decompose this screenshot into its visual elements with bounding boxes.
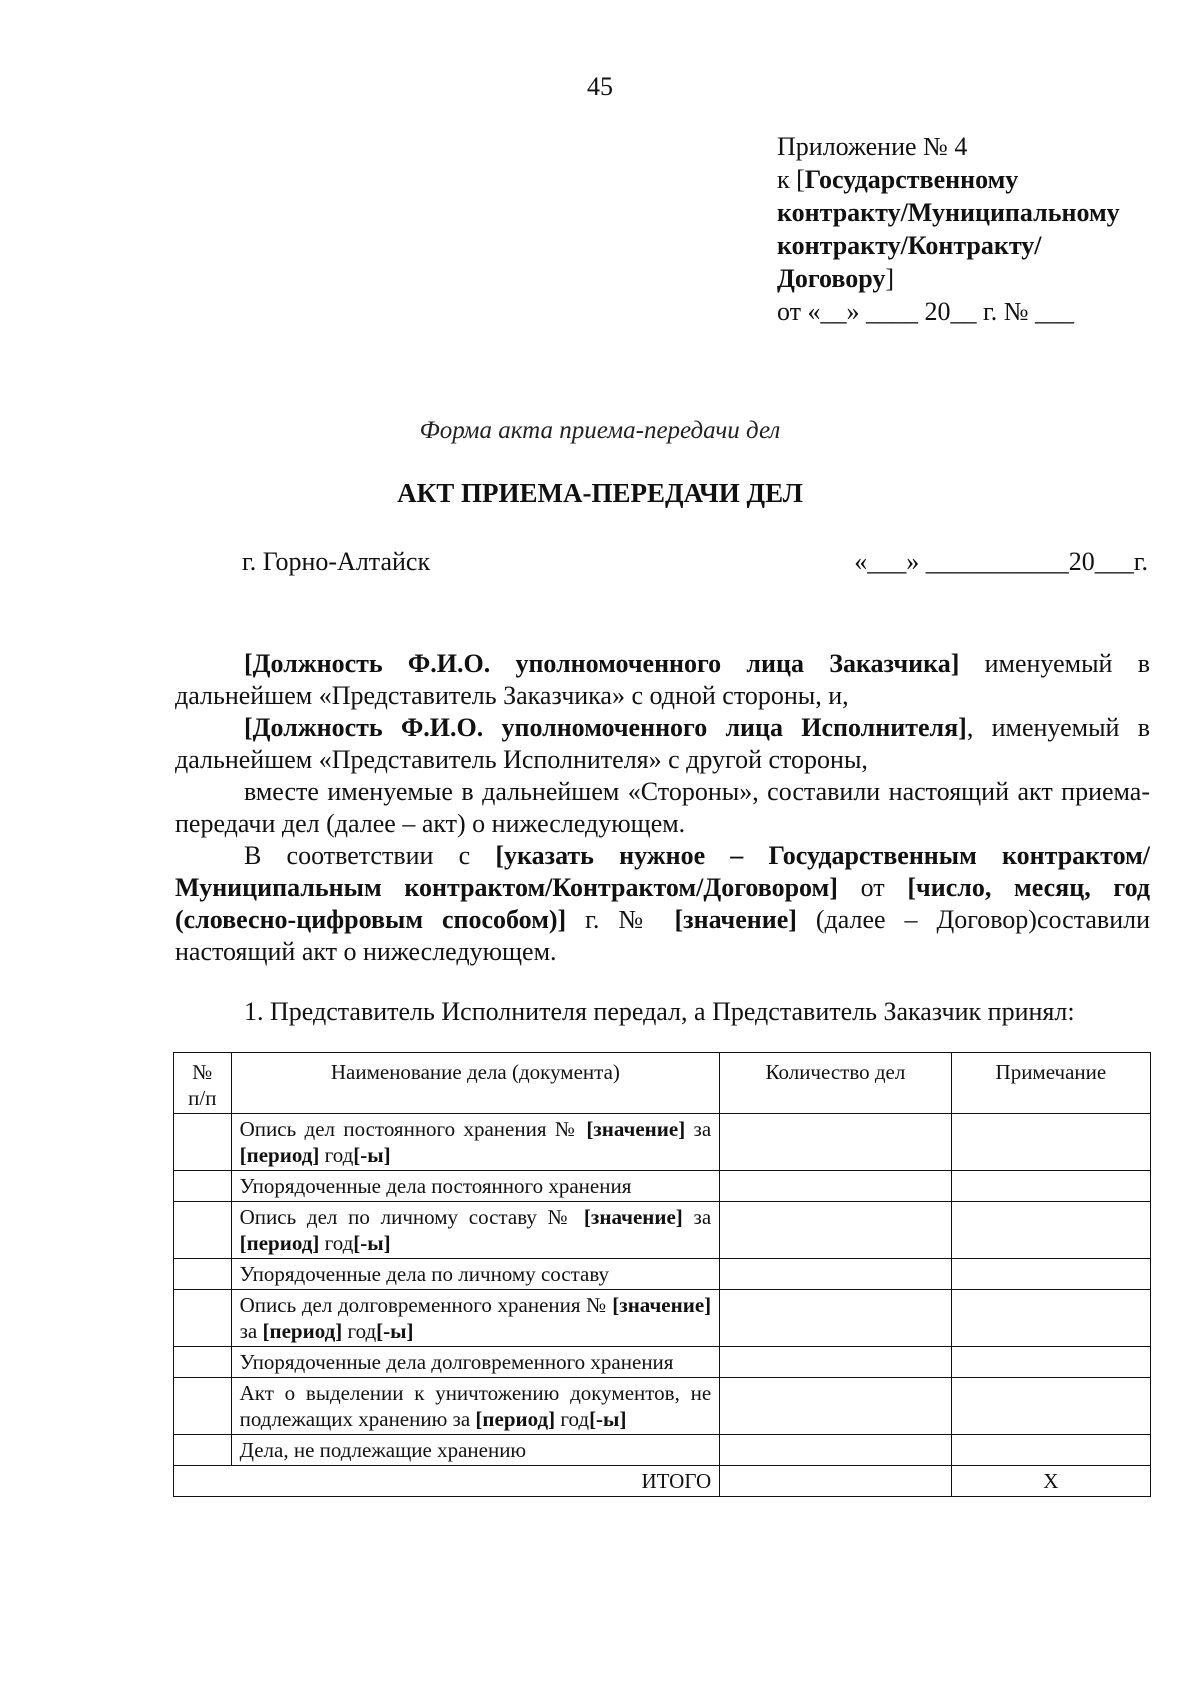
total-quantity: [720, 1466, 952, 1497]
appendix-line: Договору]: [777, 264, 895, 293]
cell-quantity: [720, 1171, 952, 1202]
total-note: Х: [951, 1466, 1150, 1497]
table-row: [174, 1290, 1151, 1347]
date-line: «___» ___________20___г.: [854, 547, 1148, 576]
appendix-line: контракту/Контракту/: [777, 231, 1042, 260]
appendix-line: Приложение № 4: [777, 132, 968, 161]
total-label: ИТОГО: [174, 1466, 720, 1497]
cell-name: Опись дел по личному составу № [значение] за [период] год[-ы]: [231, 1202, 720, 1259]
cell-quantity: [720, 1202, 952, 1259]
paragraph-parties: вместе именуемые в дальнейшем «Стороны», составили настоящий акт приема-передачи дел (далее – акт) о нижеследующем.: [175, 777, 1150, 838]
appendix-line: к [Государственному: [777, 165, 1019, 194]
table-row: [174, 1259, 1151, 1290]
list-intro: 1. Представитель Исполнителя передал, а Представитель Заказчик принял:: [244, 997, 1075, 1026]
table-row: [174, 1347, 1151, 1378]
cell-number: [174, 1202, 232, 1259]
cell-note: [951, 1347, 1150, 1378]
cell-note: [951, 1259, 1150, 1290]
table-row: [174, 1435, 1151, 1466]
header-quantity: Количество дел: [720, 1053, 952, 1114]
table-row: [174, 1114, 1151, 1171]
city-label: г. Горно-Алтайск: [242, 547, 431, 576]
cell-quantity: [720, 1435, 952, 1466]
cell-note: [951, 1435, 1150, 1466]
cell-note: [951, 1202, 1150, 1259]
paragraph-customer: [Должность Ф.И.О. уполномоченного лица Заказчика] именуемый в дальнейшем «Представитель Заказчика» с одной стороны, и,: [175, 649, 1150, 710]
cell-number: [174, 1290, 232, 1347]
cell-number: [174, 1114, 232, 1171]
table-row: [174, 1378, 1151, 1435]
cell-name: Упорядоченные дела по личному составу: [231, 1259, 720, 1290]
header-number: № п/п: [174, 1053, 232, 1114]
form-name: Форма акта приема-передачи дел: [419, 417, 781, 444]
paragraph-contract: В соответствии с [указать нужное – Государственным контрактом/Муниципальным контрактом/Контрактом/Договором] от [число, месяц, год (словесно-цифровым способом)] г. № [значение] (далее – Договор)составили настоящий акт о нижеследующем.: [175, 841, 1151, 966]
header-note: Примечание: [951, 1053, 1150, 1114]
cell-number: [174, 1435, 232, 1466]
table-row: [174, 1202, 1151, 1259]
cell-number: [174, 1259, 232, 1290]
table-total-row: [174, 1466, 1151, 1497]
appendix-date-line: от «__» ____ 20__ г. № ___: [777, 297, 1075, 326]
cell-note: [951, 1171, 1150, 1202]
cell-quantity: [720, 1290, 952, 1347]
cell-quantity: [720, 1347, 952, 1378]
table-header-row: [174, 1053, 1151, 1114]
header-name: Наименование дела (документа): [231, 1053, 720, 1114]
cell-name: Акт о выделении к уничтожению документов, не подлежащих хранению за [период] год[-ы]: [231, 1378, 720, 1435]
cell-name: Опись дел долговременного хранения № [значение] за [период] год[-ы]: [231, 1290, 720, 1347]
appendix-block: [777, 130, 1177, 328]
body-text: [175, 648, 1150, 968]
cell-quantity: [720, 1378, 952, 1435]
cell-note: [951, 1114, 1150, 1171]
cell-name: Опись дел постоянного хранения № [значение] за [период] год[-ы]: [231, 1114, 720, 1171]
cell-number: [174, 1171, 232, 1202]
page-number: 45: [587, 72, 613, 101]
cell-name: Упорядоченные дела долговременного хранения: [231, 1347, 720, 1378]
paragraph-contractor: [Должность Ф.И.О. уполномоченного лица Исполнителя], именуемый в дальнейшем «Представитель Исполнителя» с другой стороны,: [175, 713, 1150, 774]
cell-quantity: [720, 1114, 952, 1171]
cell-number: [174, 1378, 232, 1435]
cases-table: [173, 1052, 1151, 1497]
cell-number: [174, 1347, 232, 1378]
cell-quantity: [720, 1259, 952, 1290]
cell-name: Упорядоченные дела постоянного хранения: [231, 1171, 720, 1202]
cell-note: [951, 1378, 1150, 1435]
document-title: АКТ ПРИЕМА-ПЕРЕДАЧИ ДЕЛ: [397, 478, 803, 508]
cell-note: [951, 1290, 1150, 1347]
appendix-line: контракту/Муниципальному: [777, 198, 1120, 227]
table-row: [174, 1171, 1151, 1202]
cell-name: Дела, не подлежащие хранению: [231, 1435, 720, 1466]
